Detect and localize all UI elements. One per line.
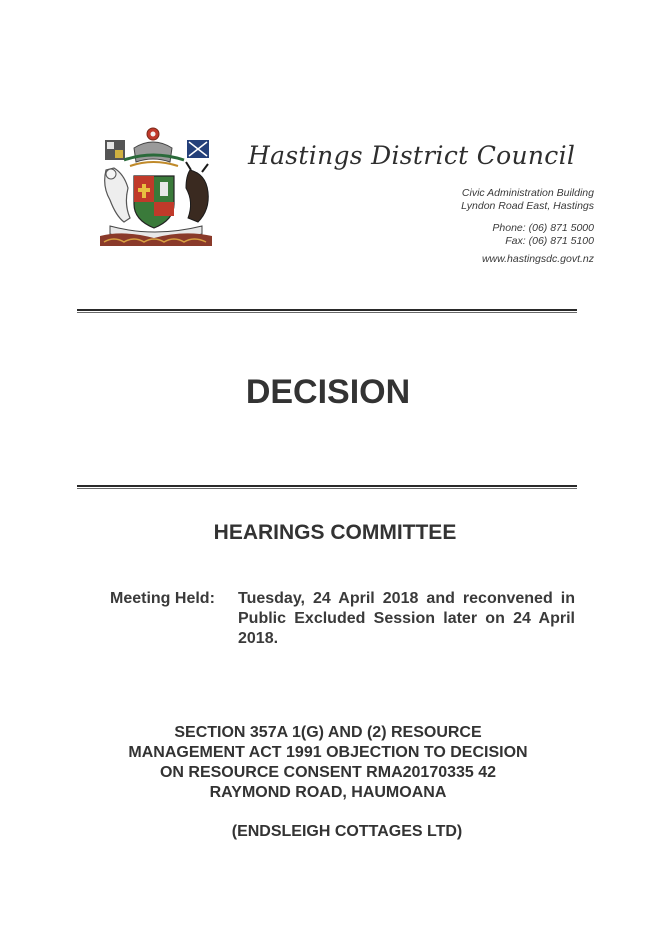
subject-line: ON RESOURCE CONSENT RMA20170335 42 (159, 764, 497, 781)
address-line: Lyndon Road East, Hastings (461, 200, 594, 212)
subject-line: SECTION 357A 1(G) AND (2) RESOURCE (174, 724, 482, 741)
committee-name: HEARINGS COMMITTEE (213, 521, 457, 544)
contact-details (492, 222, 594, 248)
council-coat-of-arms-logo (94, 126, 220, 248)
decision-subject (0, 723, 656, 803)
website-url: www.hastingsdc.govt.nz (481, 253, 594, 265)
applicant-name: (ENDSLEIGH COTTAGES LTD) (231, 823, 463, 840)
document-title: DECISION (245, 373, 411, 411)
address-line: Civic Administration Building (461, 187, 594, 199)
fax-number: Fax: (06) 871 5100 (505, 235, 594, 247)
title-divider (77, 485, 577, 489)
meeting-label: Meeting Held: (110, 590, 215, 607)
meeting-value: Tuesday, 24 April 2018 and reconvened in Public Excluded Session later on 24 April 2018. (238, 590, 575, 647)
council-name: Hastings District Council (248, 141, 576, 170)
subject-line: RAYMOND ROAD, HAUMOANA (209, 784, 447, 801)
phone-number: Phone: (06) 871 5000 (492, 222, 594, 234)
council-address (461, 187, 594, 213)
header-divider (77, 309, 577, 313)
subject-line: MANAGEMENT ACT 1991 OBJECTION TO DECISION (128, 744, 528, 761)
